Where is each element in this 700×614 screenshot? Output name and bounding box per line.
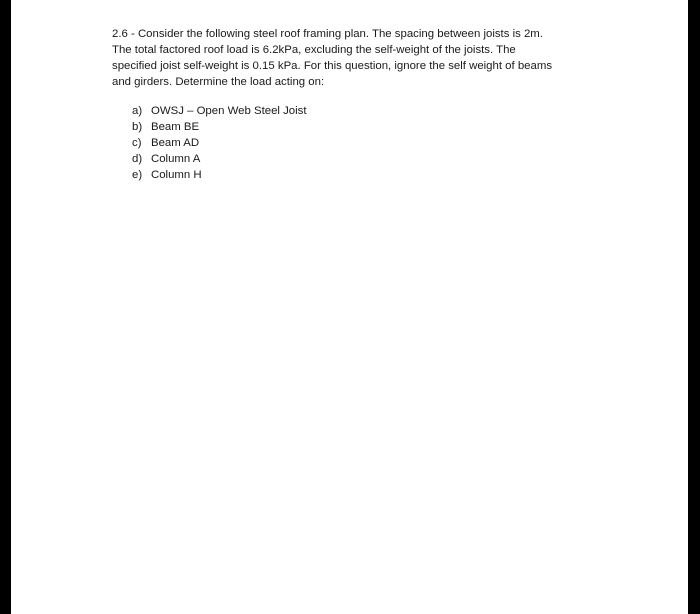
item-text: OWSJ – Open Web Steel Joist	[151, 105, 307, 117]
item-marker: b)	[132, 121, 143, 133]
question-item-e	[132, 167, 597, 183]
question-list	[132, 103, 597, 183]
item-marker: e)	[132, 169, 143, 181]
item-text: Beam BE	[151, 121, 200, 133]
statement-line-3: specified joist self-weight is 0.15 kPa. For this question, ignore the self weight of beams	[112, 60, 553, 72]
question-item-b	[132, 119, 597, 135]
question-item-c	[132, 135, 597, 151]
document-page	[11, 0, 688, 614]
item-text: Column A	[151, 153, 201, 165]
item-text: Column H	[151, 169, 202, 181]
item-marker: a)	[132, 105, 143, 117]
left-black-edge	[0, 0, 11, 614]
statement-line-1: 2.6 - Consider the following steel roof framing plan. The spacing between joists is 2m.	[112, 28, 543, 40]
item-text: Beam AD	[151, 137, 200, 149]
question-item-a	[132, 103, 597, 119]
item-marker: d)	[132, 153, 143, 165]
statement-line-2: The total factored roof load is 6.2kPa, excluding the self-weight of the joists. The	[112, 44, 516, 56]
problem-content	[112, 26, 597, 183]
statement-line-4: and girders. Determine the load acting on:	[112, 76, 325, 88]
question-item-d	[132, 151, 597, 167]
right-black-edge	[688, 0, 700, 614]
problem-statement	[112, 26, 597, 90]
item-marker: c)	[132, 137, 142, 149]
